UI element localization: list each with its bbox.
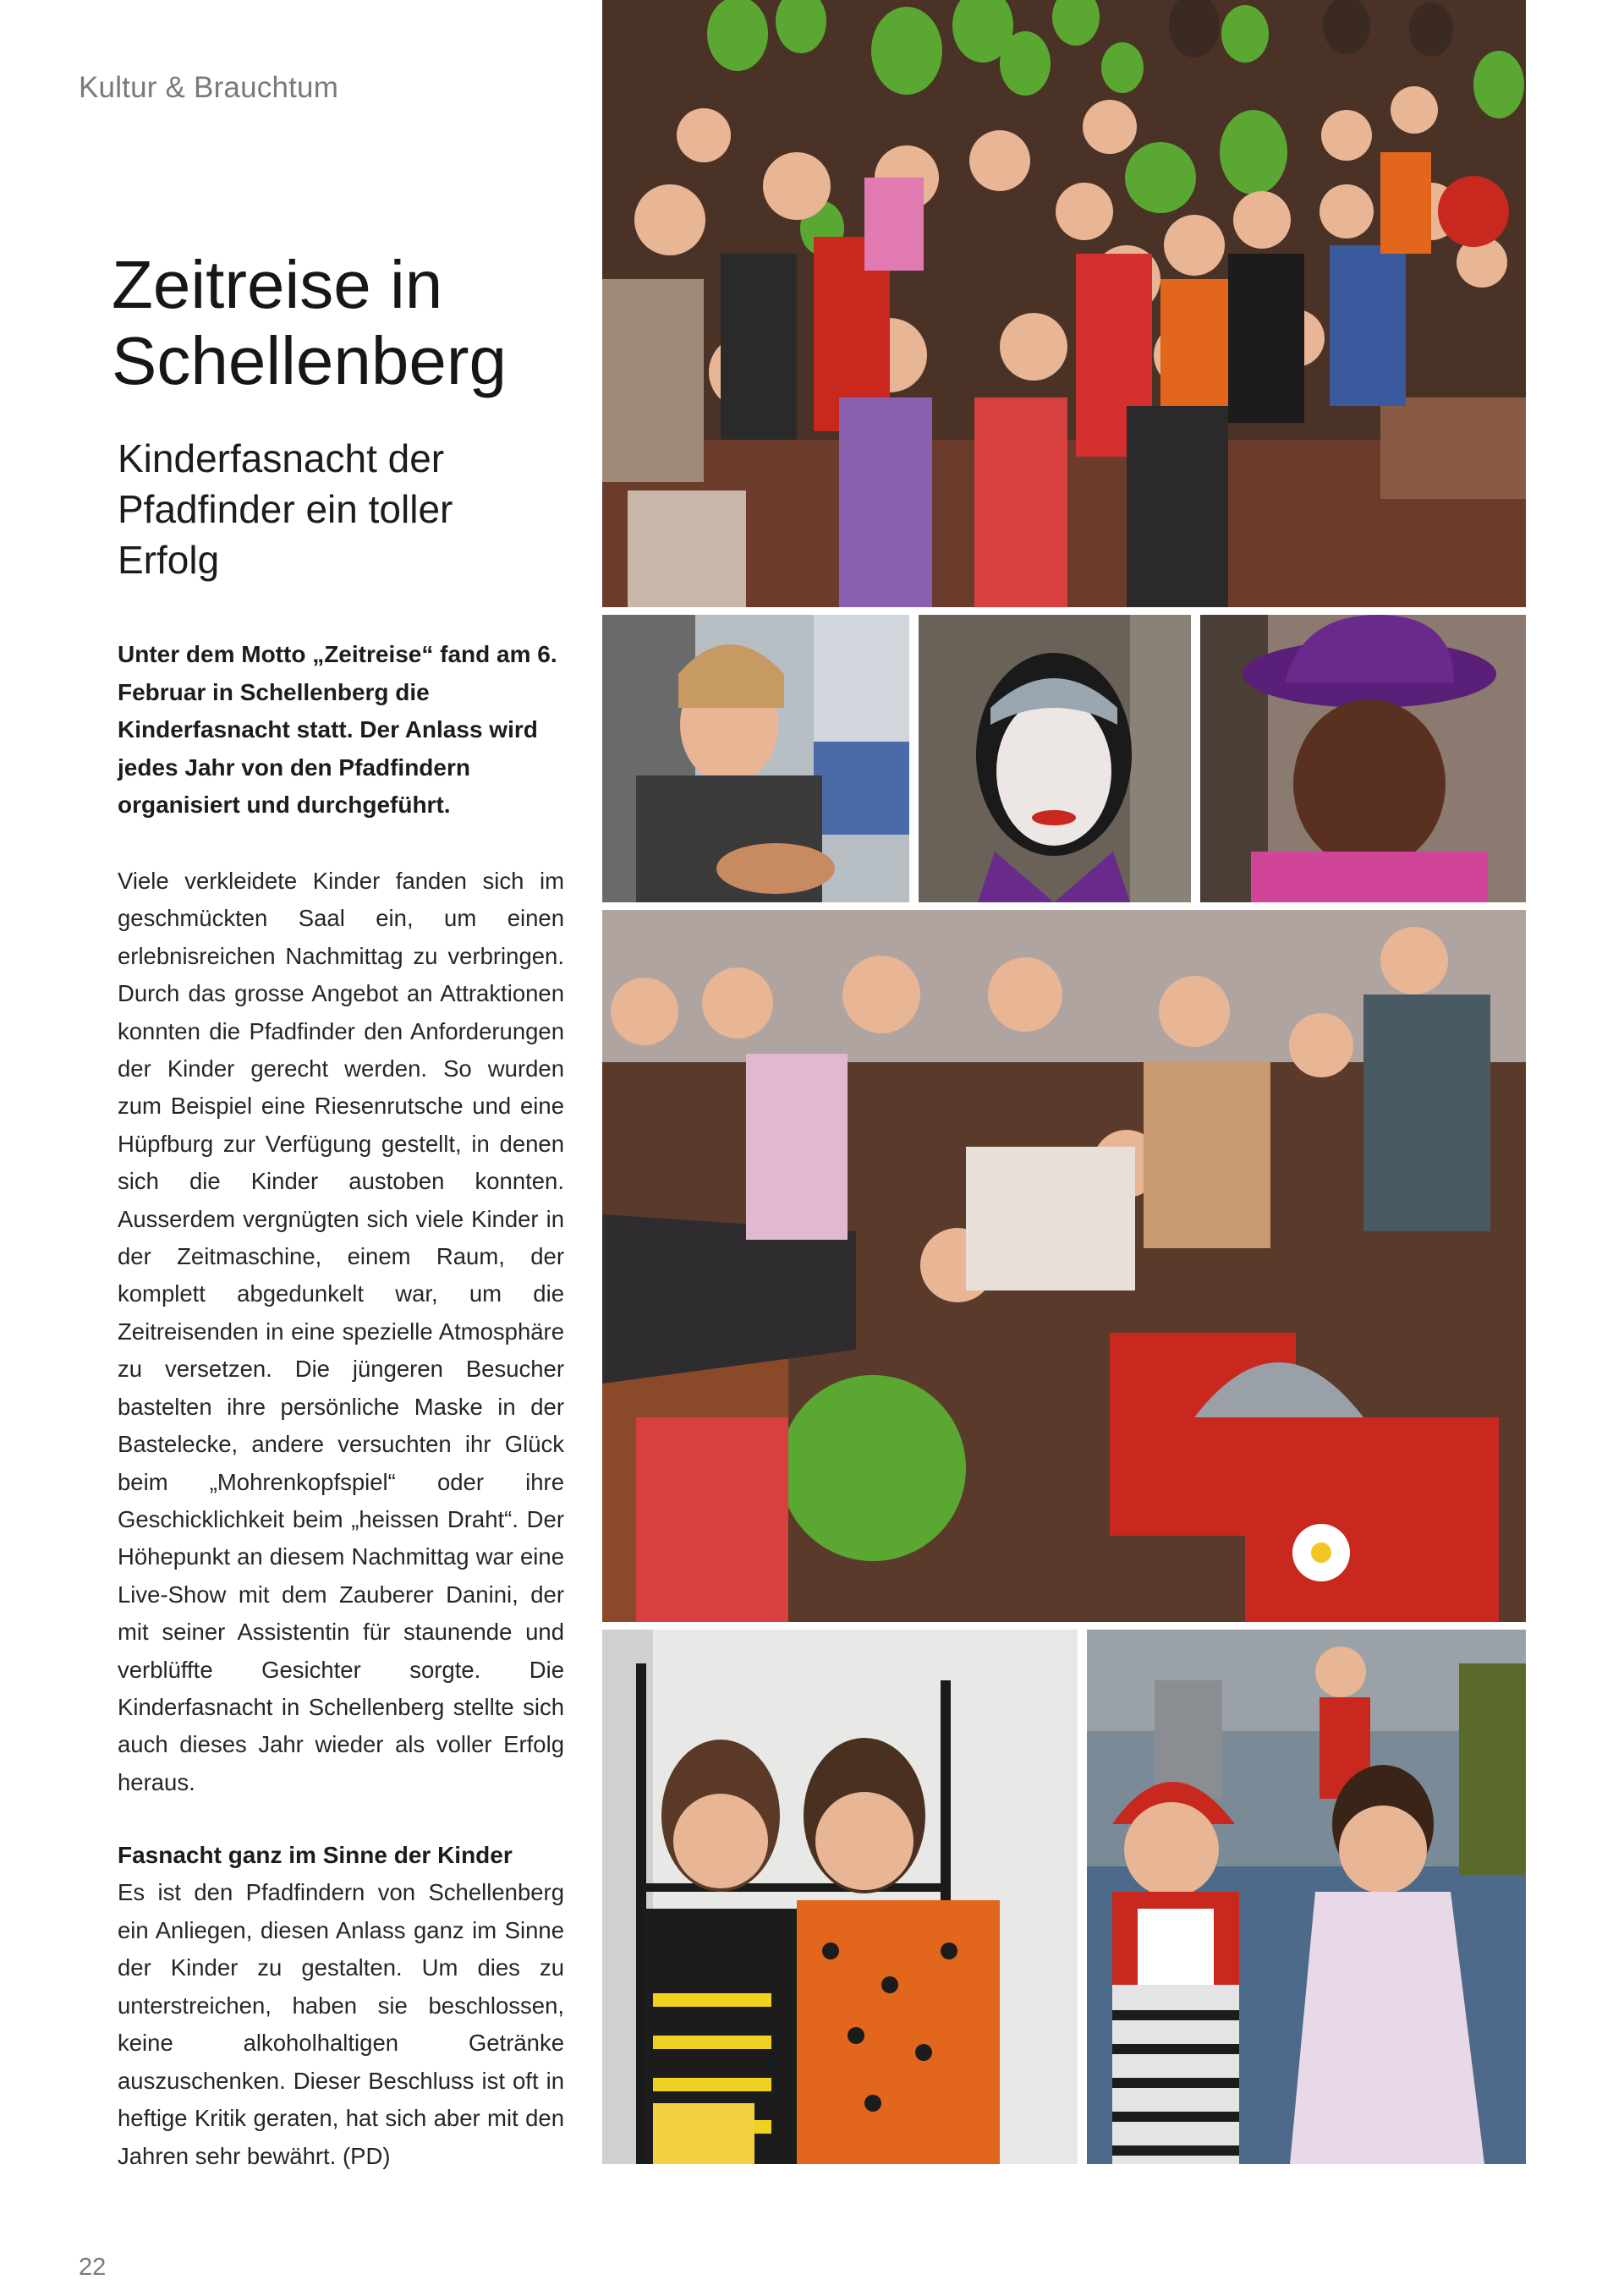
title-line: Zeitreise in xyxy=(112,247,443,322)
photo-crowd-balloons xyxy=(602,0,1526,607)
lead-paragraph: Unter dem Motto „Zeitreise“ fand am 6. Februar in Schellenberg die Kinderfasnacht statt. Der Anlass wird jedes Jahr von den Pfadfindern organisiert und durchgeführt. xyxy=(118,641,557,818)
page-number: 22 xyxy=(79,2254,107,2281)
title-line: Schellenberg xyxy=(112,323,507,398)
photo-purple-hat-child xyxy=(1200,615,1526,902)
photo-facepaint-girl xyxy=(919,615,1191,902)
article-title xyxy=(112,247,507,399)
photo-pirate-and-ballerina xyxy=(1087,1630,1526,2164)
section-subheading: Fasnacht ganz im Sinne der Kinder xyxy=(118,1842,513,1868)
body-paragraph-2: Es ist den Pfadfindern von Schellenberg ein Anliegen, diesen Anlass ganz im Sinne der Kinder zu gestalten. Um dies zu unterstreichen, haben sie beschlossen, keine alkoholhaltigen Getränke auszuschenken. Dieser Beschluss ist oft in heftige Kritik geraten, hat sich aber mit den Jahren sehr bewährt. (PD) xyxy=(118,1879,564,2169)
body-paragraph: Viele verkleidete Kinder fanden sich im geschmückten Saal ein, um einen erlebnisreichen Nachmittag zu verbringen. Durch das grosse Angebot an Attraktionen konnten die Pfadfinder den Anforderungen der Kinder gerecht werden. So wurden zum Beispiel eine Riesenrutsche und eine Hüpfburg zur Verfügung gestellt, in denen sich die Kinder austoben konnten. Ausserdem vergnügten sich viele Kinder in der Zeitmaschine, einem Raum, der komplett abgedunkelt war, um die Zeitreisenden in eine spezielle Atmosphäre zu versetzen. Die jüngeren Besucher bastelten ihre persönliche Maske in der Bastelecke, andere versuchten ihr Glück beim „Mohrenkopfspiel“ oder ihre Geschicklichkeit beim „heissen Draht“. Der Höhepunkt an diesem Nachmittag war eine Live-Show mit dem Zauberer Danini, der mit seiner Assistentin für staunende und verblüffte Gesichter sorgte. Die Kinderfasnacht in Schellenberg stellte sich auch dieses Jahr wieder als voller Erfolg heraus. xyxy=(118,868,564,1795)
photo-two-girls-bouncy-castle xyxy=(602,1630,1078,2164)
article-subtitle xyxy=(118,433,453,585)
photo-children-playing xyxy=(602,910,1526,1622)
subtitle-line: Kinderfasnacht der xyxy=(118,436,445,480)
subtitle-line: Pfadfinder ein toller xyxy=(118,487,453,531)
subtitle-line: Erfolg xyxy=(118,538,220,582)
section-label: Kultur & Brauchtum xyxy=(79,71,339,104)
photo-girl-crafting xyxy=(602,615,909,902)
